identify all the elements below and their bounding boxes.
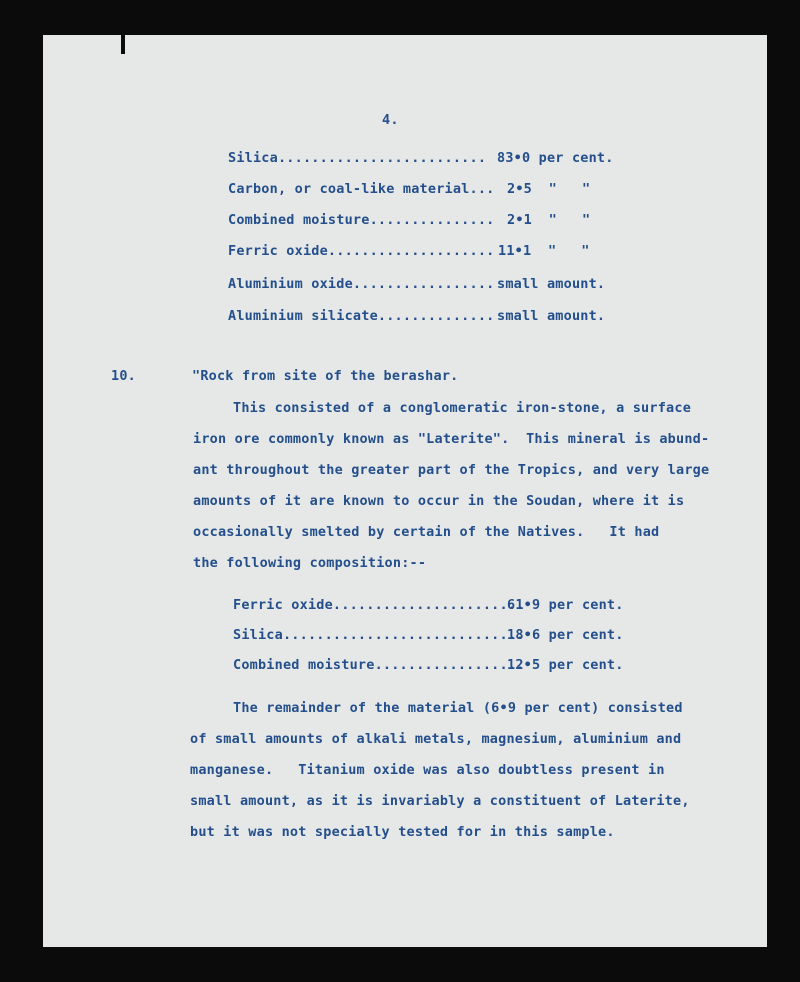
table1-label: Combined moisture............... <box>228 212 495 228</box>
table2-label: Combined moisture.................. <box>233 657 525 673</box>
paragraph-line: iron ore commonly known as "Laterite". This mineral is abund- <box>193 431 710 447</box>
section-number: 10. <box>111 368 136 384</box>
table2-label: Ferric oxide....................... <box>233 597 525 613</box>
paragraph-line: The remainder of the material (6•9 per cent) consisted <box>233 700 683 716</box>
paragraph-line: amounts of it are known to occur in the Soudan, where it is <box>193 493 685 509</box>
document-page <box>43 35 767 947</box>
table1-value: 2•5 " " <box>507 181 591 197</box>
paragraph-line: occasionally smelted by certain of the Natives. It had <box>193 524 660 540</box>
paragraph-line: small amount, as it is invariably a constituent of Laterite, <box>190 793 690 809</box>
table1-label: Aluminium silicate.............. <box>228 308 495 324</box>
table2-label: Silica............................. <box>233 627 525 643</box>
table2-value: 18•6 per cent. <box>507 627 624 643</box>
table1-value: small amount. <box>497 308 606 324</box>
paragraph-line: This consisted of a conglomeratic iron-stone, a surface <box>233 400 692 416</box>
paragraph-line: of small amounts of alkali metals, magnesium, aluminium and <box>190 731 682 747</box>
paragraph-line: manganese. Titanium oxide was also doubtless present in <box>190 762 665 778</box>
table2-value: 61•9 per cent. <box>507 597 624 613</box>
paragraph-line: but it was not specially tested for in this sample. <box>190 824 615 840</box>
section-heading: "Rock from site of the berashar. <box>192 368 459 384</box>
table1-value: small amount. <box>497 276 606 292</box>
paragraph-line: the following composition:-- <box>193 555 427 571</box>
table1-label: Ferric oxide.................... <box>228 243 495 259</box>
table1-label: Silica......................... <box>228 150 487 166</box>
page-number: 4. <box>382 112 399 128</box>
table1-label: Aluminium oxide................. <box>228 276 495 292</box>
table2-value: 12•5 per cent. <box>507 657 624 673</box>
table1-label: Carbon, or coal-like material... <box>228 181 495 197</box>
table1-value: 83•0 per cent. <box>497 150 614 166</box>
paragraph-line: ant throughout the greater part of the Tropics, and very large <box>193 462 710 478</box>
table1-value: 11•1 " " <box>498 243 590 259</box>
binder-mark <box>121 32 125 54</box>
table1-value: 2•1 " " <box>507 212 591 228</box>
